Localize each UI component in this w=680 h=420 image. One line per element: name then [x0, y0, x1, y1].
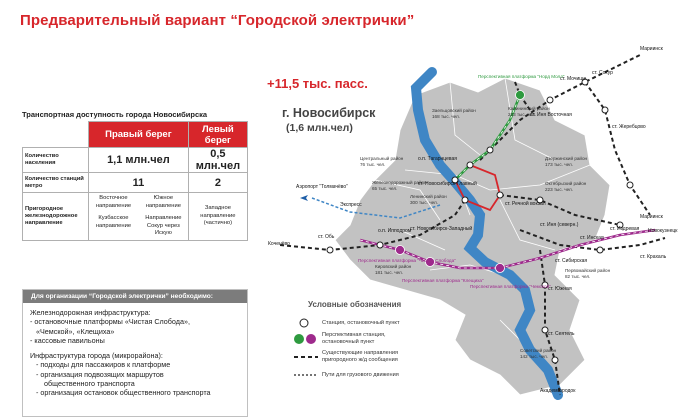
station-label: ст. Речной вокзал — [505, 201, 546, 207]
col-left-header: Левый берег — [188, 122, 247, 148]
rail-right-kuzbass: Кузбасское направление — [95, 215, 132, 229]
perspective-label: Перспективная платформа “Клещиха” — [402, 278, 484, 283]
station-label: ст. Иня (северн.) — [540, 222, 579, 228]
comparison-table — [22, 121, 248, 241]
city-infra-title: Инфраструктура города (микрорайона): — [30, 351, 163, 361]
city-name: г. Новосибирск — [282, 106, 376, 120]
rail-right-east: Восточное направление — [95, 195, 132, 209]
rail-right-sokur: Направление Сокур через Искую — [145, 215, 182, 236]
district-pop: 76 тыс. чел. — [360, 162, 386, 167]
station-label: ст. Крахаль — [640, 254, 667, 260]
express-label: Экспресс — [340, 202, 362, 208]
rail-right — [89, 193, 189, 241]
district-pop: 300 тыс. чел. — [410, 200, 438, 205]
direction-label: Новокузнецк — [648, 228, 678, 234]
airport-icon — [300, 195, 308, 201]
station-label: ст. Обь — [318, 234, 335, 240]
table-caption: Транспортная доступность города Новосибирска — [22, 110, 208, 119]
population-right: 1,1 млн.чел — [89, 148, 189, 173]
district-label: Кировский район — [375, 264, 412, 269]
district-pop: 82 тыс. чел. — [565, 274, 591, 279]
district-label: Калининский район — [508, 106, 550, 111]
district-label: Центральный район — [360, 156, 404, 161]
district-pop: 181 тыс. чел. — [375, 270, 403, 275]
legend-title: Условные обозначения — [308, 300, 402, 309]
rail-item: - остановочные платформы «Чистая Слобода», — [30, 317, 190, 327]
perspective-station-icon — [292, 332, 322, 346]
rail-right-south: Южное направление — [145, 195, 181, 209]
perspective-label: Перспективная платформа “Норд Молл” — [478, 74, 565, 79]
city-item: - организация остановок общественного транспорта — [36, 388, 211, 398]
legend-item: Пути для грузового движения — [292, 368, 399, 382]
col-right-header: Правый берег — [89, 122, 189, 148]
freight-line-icon — [292, 368, 322, 382]
rail-left: Западное направление (частично) — [188, 193, 247, 241]
metro-left: 2 — [188, 173, 247, 193]
headline: +11,5 тыс. пасс. — [267, 76, 368, 91]
district-label: Октябрьский район — [545, 181, 587, 186]
station-label: ст. Сокур — [592, 70, 613, 76]
district-label: Советский район — [520, 348, 557, 353]
row-label-population: Количество населения — [23, 148, 89, 173]
station-label: ст. Мочище — [560, 76, 587, 82]
station-label: ст. Издревая — [610, 226, 640, 232]
district-label: Железнодорожный район — [372, 180, 427, 185]
legend-item: Станция, остановочный пункт — [292, 316, 400, 330]
perspective-label: Перспективная платформа “Чемской” — [470, 284, 551, 289]
district-pop: 173 тыс. чел. — [545, 162, 573, 167]
district-label: Заельцовский район — [432, 108, 476, 113]
requirements-header: Для организации “Городской электрички” необходимо: — [23, 290, 247, 303]
population-left: 0,5 млн.чел — [188, 148, 247, 173]
direction-label: Мариинск — [640, 46, 663, 52]
district-pop: 223 тыс. чел. — [508, 112, 536, 117]
station-label: ст. Иня Восточная — [530, 112, 572, 118]
district-label: Дзержинский район — [545, 156, 588, 161]
station-icon — [292, 316, 322, 330]
district-pop: 223 тыс. чел. — [545, 187, 573, 192]
station-label: Академгородок — [540, 388, 576, 394]
station-label: ст. Новосибирск-Западный — [410, 226, 473, 232]
legend-item: Существующие направления пригородного ж/д сообщения — [292, 350, 422, 364]
station-label: ст. Сибирская — [555, 258, 588, 264]
station-label: о.п. Ипподром — [378, 228, 412, 234]
city-item: - подходы для пассажиров к платформе — [36, 360, 171, 370]
legend-item: Перспективная станция, остановочный пункт — [292, 332, 412, 346]
station-label: ст. Жеребцово — [612, 124, 646, 130]
district-pop: 142 тыс. чел. — [520, 354, 548, 359]
station-label: ст. Южная — [548, 286, 572, 292]
station-label: ст. Сеятель — [548, 331, 575, 337]
metro-right: 11 — [89, 173, 189, 193]
city-item: - организация подвозящих маршрутов — [36, 369, 164, 379]
district-pop: 168 тыс. чел. — [432, 114, 460, 119]
district-label: Первомайский район — [565, 268, 611, 273]
airport-label: Аэропорт “Толмачёво” — [296, 184, 348, 190]
city-item: общественного транспорта — [44, 379, 135, 389]
district-pop: 65 тыс. чел. — [372, 186, 398, 191]
rail-infra-title: Железнодорожная инфраструктура: — [30, 308, 151, 317]
page-title: Предварительный вариант “Городской электрички” — [20, 12, 415, 29]
map-legend — [290, 300, 475, 400]
district-label: Ленинский район — [410, 194, 447, 199]
direction-label: Мариинск — [640, 214, 663, 220]
row-label-metro: Количество станций метро — [23, 173, 89, 193]
station-label: ст. Инская — [580, 235, 604, 241]
station-label: ст. Новосибирск-Главный — [418, 181, 477, 187]
city-population: (1,6 млн.чел) — [286, 122, 353, 134]
requirements-box — [22, 289, 248, 417]
rail-item: «Чемской», «Клещиха» — [36, 326, 115, 336]
row-label-rail: Пригородное железнодорожное направление — [23, 193, 89, 241]
perspective-label: Перспективная платформа “Чистая Слобода” — [358, 258, 456, 263]
rail-item: - кассовые павильоны — [30, 335, 105, 345]
suburban-line-icon — [292, 350, 322, 364]
station-label: о.п. Тагарнцевая — [418, 156, 457, 162]
direction-label: Коченёво — [268, 241, 290, 247]
